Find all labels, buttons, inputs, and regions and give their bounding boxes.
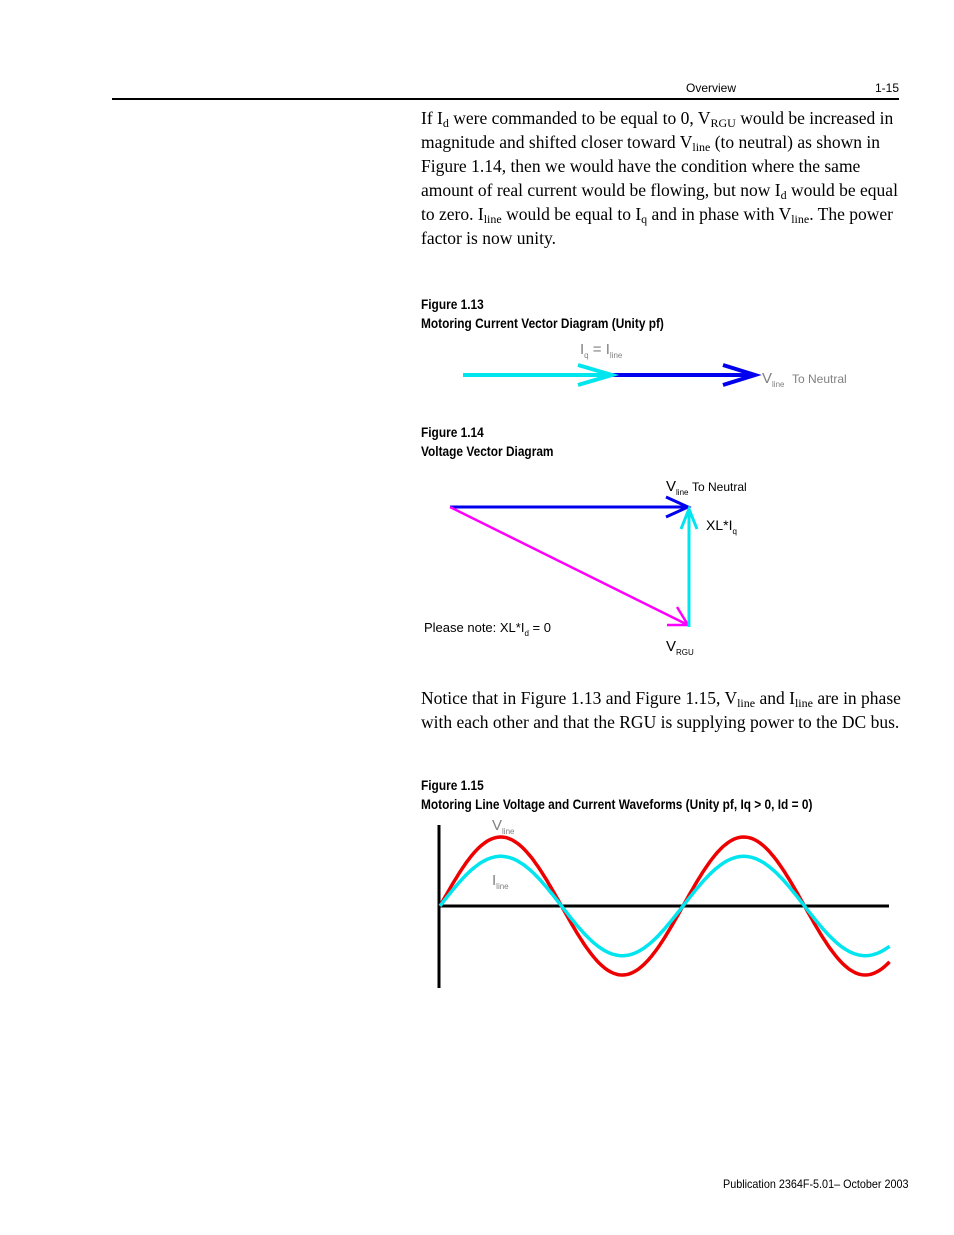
vline-wave-label: $V_{line}$ (492, 817, 515, 836)
vline-label: $V_{line}$ (666, 478, 689, 497)
figure-13-diagram (0, 330, 954, 410)
text-run: (to neutral) as shown in Figure 1.14, then we would have the condition where the same amount of real current would be flowing, but now I (421, 132, 880, 200)
subscript: RGU (710, 116, 736, 130)
figure-14-number: Figure 1.14 (421, 425, 484, 440)
subscript: line (692, 140, 711, 154)
text-run: and I (755, 688, 795, 708)
text-run: would be equal to zero. I (421, 180, 898, 224)
iline-wave-label: $I_{line}$ (492, 872, 509, 891)
paragraph-1 (421, 106, 901, 250)
section-title: Overview (686, 81, 737, 95)
vrgu-vector (450, 507, 688, 625)
text-run: If I (421, 108, 443, 128)
figure-15-caption: Motoring Line Voltage and Current Waveforms (Unity pf, Iq > 0, Id = 0) (421, 797, 813, 812)
figure-15-chart (0, 810, 954, 1000)
figure-13-caption: Motoring Current Vector Diagram (Unity pf) (421, 316, 664, 331)
text-run: . The power factor is now unity. (421, 204, 893, 248)
page-number: 1-15 (875, 81, 900, 95)
subscript: q (641, 212, 648, 226)
xl-iq-label: $XL*I_q$ (706, 517, 737, 536)
figure-14-caption: Voltage Vector Diagram (421, 444, 554, 459)
text-run: are in phase with each other and that the RGU is supplying power to the DC bus. (421, 688, 901, 732)
figure-14-diagram (0, 465, 954, 665)
subscript: d (780, 188, 787, 202)
vline-label: $V_{line}$ (762, 370, 785, 389)
paragraph-2 (421, 686, 901, 734)
subscript: line (791, 212, 810, 226)
subscript: line (737, 696, 756, 710)
to-neutral-label: To Neutral (692, 480, 747, 494)
vrgu-label: $V_{RGU}$ (666, 638, 694, 657)
subscript: d (442, 116, 449, 130)
subscript: line (794, 696, 813, 710)
text-run: would be equal to I (501, 204, 642, 224)
iq-iline-label: $I_q = I_{line}$ (580, 341, 623, 360)
figure-15-number: Figure 1.15 (421, 778, 484, 793)
header-rule (112, 98, 899, 100)
text-run: and in phase with V (647, 204, 792, 224)
text-run: Notice that in Figure 1.13 and Figure 1.15, V (421, 688, 738, 708)
subscript: line (483, 212, 502, 226)
figure-13-number: Figure 1.13 (421, 297, 484, 312)
note-label: Please note: $XL*I_d = 0$ (424, 620, 551, 638)
publication-footer: Publication 2364F-5.01– October 2003 (723, 1177, 909, 1191)
text-run: would be increased in magnitude and shifted closer toward V (421, 108, 894, 152)
text-run: were commanded to be equal to 0, V (448, 108, 711, 128)
page-header (0, 0, 954, 105)
to-neutral-label: To Neutral (792, 372, 847, 386)
